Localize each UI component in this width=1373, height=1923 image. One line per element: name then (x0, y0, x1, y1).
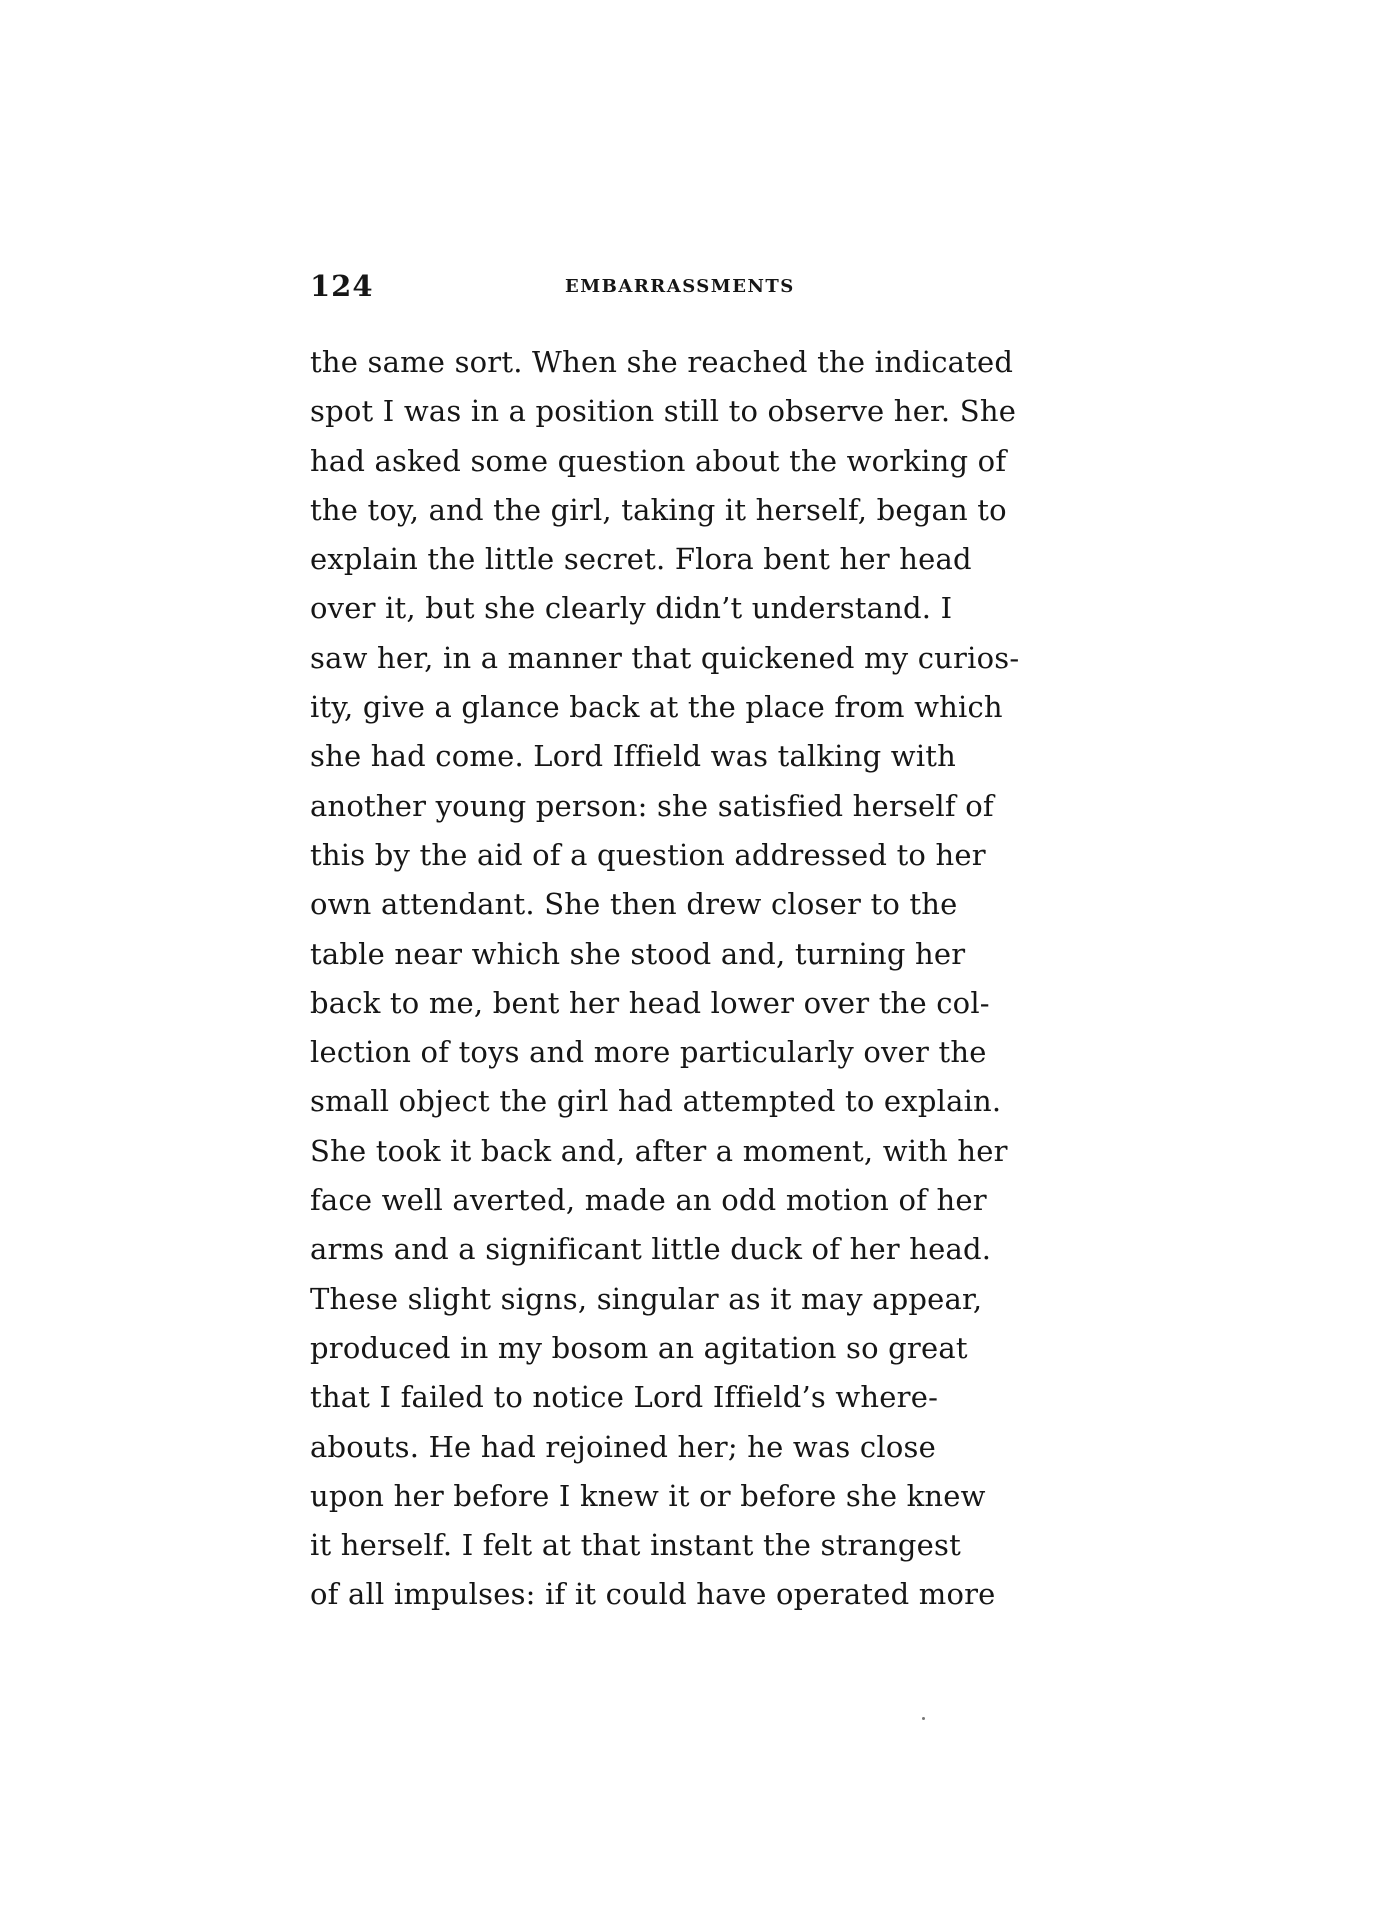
text-line: produced in my bosom an agitation so great (310, 1330, 968, 1365)
text-line: over it, but she clearly didn’t understand. I (310, 591, 953, 626)
body-text (310, 338, 1086, 1620)
text-line: upon her before I knew it or before she knew (310, 1478, 986, 1513)
text-line: this by the aid of a question addressed to her (310, 837, 986, 872)
text-line: had asked some question about the working of (310, 443, 1007, 478)
text-line: abouts. He had rejoined her; he was close (310, 1429, 936, 1464)
text-line: small object the girl had attempted to explain. (310, 1084, 1002, 1119)
text-line: ity, give a glance back at the place from which (310, 690, 1003, 725)
page-number: 124 (310, 269, 374, 303)
text-line: another young person: she satisfied herself of (310, 788, 994, 823)
text-line: own attendant. She then drew closer to the (310, 887, 958, 922)
text-line: explain the little secret. Flora bent her head (310, 542, 972, 577)
text-line: the toy, and the girl, taking it herself, began to (310, 492, 1007, 527)
text-line: arms and a significant little duck of her head. (310, 1232, 992, 1267)
text-line: These slight signs, singular as it may appear, (310, 1281, 983, 1316)
text-line: she had come. Lord Iffield was talking with (310, 739, 957, 774)
text-line: saw her, in a manner that quickened my curios- (310, 640, 1020, 675)
text-line: it herself. I felt at that instant the strangest (310, 1528, 961, 1563)
text-line: lection of toys and more particularly over the (310, 1035, 987, 1070)
text-line: She took it back and, after a moment, with her (310, 1133, 1008, 1168)
text-line: that I failed to notice Lord Iffield’s where- (310, 1380, 939, 1415)
text-line: face well averted, made an odd motion of her (310, 1183, 987, 1218)
text-line: of all impulses: if it could have operated more (310, 1577, 996, 1612)
text-line: back to me, bent her head lower over the col- (310, 985, 990, 1020)
text-line: table near which she stood and, turning her (310, 936, 966, 971)
running-title: EMBARRASSMENTS (565, 276, 795, 297)
running-head (310, 266, 1086, 306)
text-line: spot I was in a position still to observe her. She (310, 394, 1017, 429)
text-line: the same sort. When she reached the indicated (310, 345, 1014, 379)
dust-speck (922, 1717, 925, 1720)
